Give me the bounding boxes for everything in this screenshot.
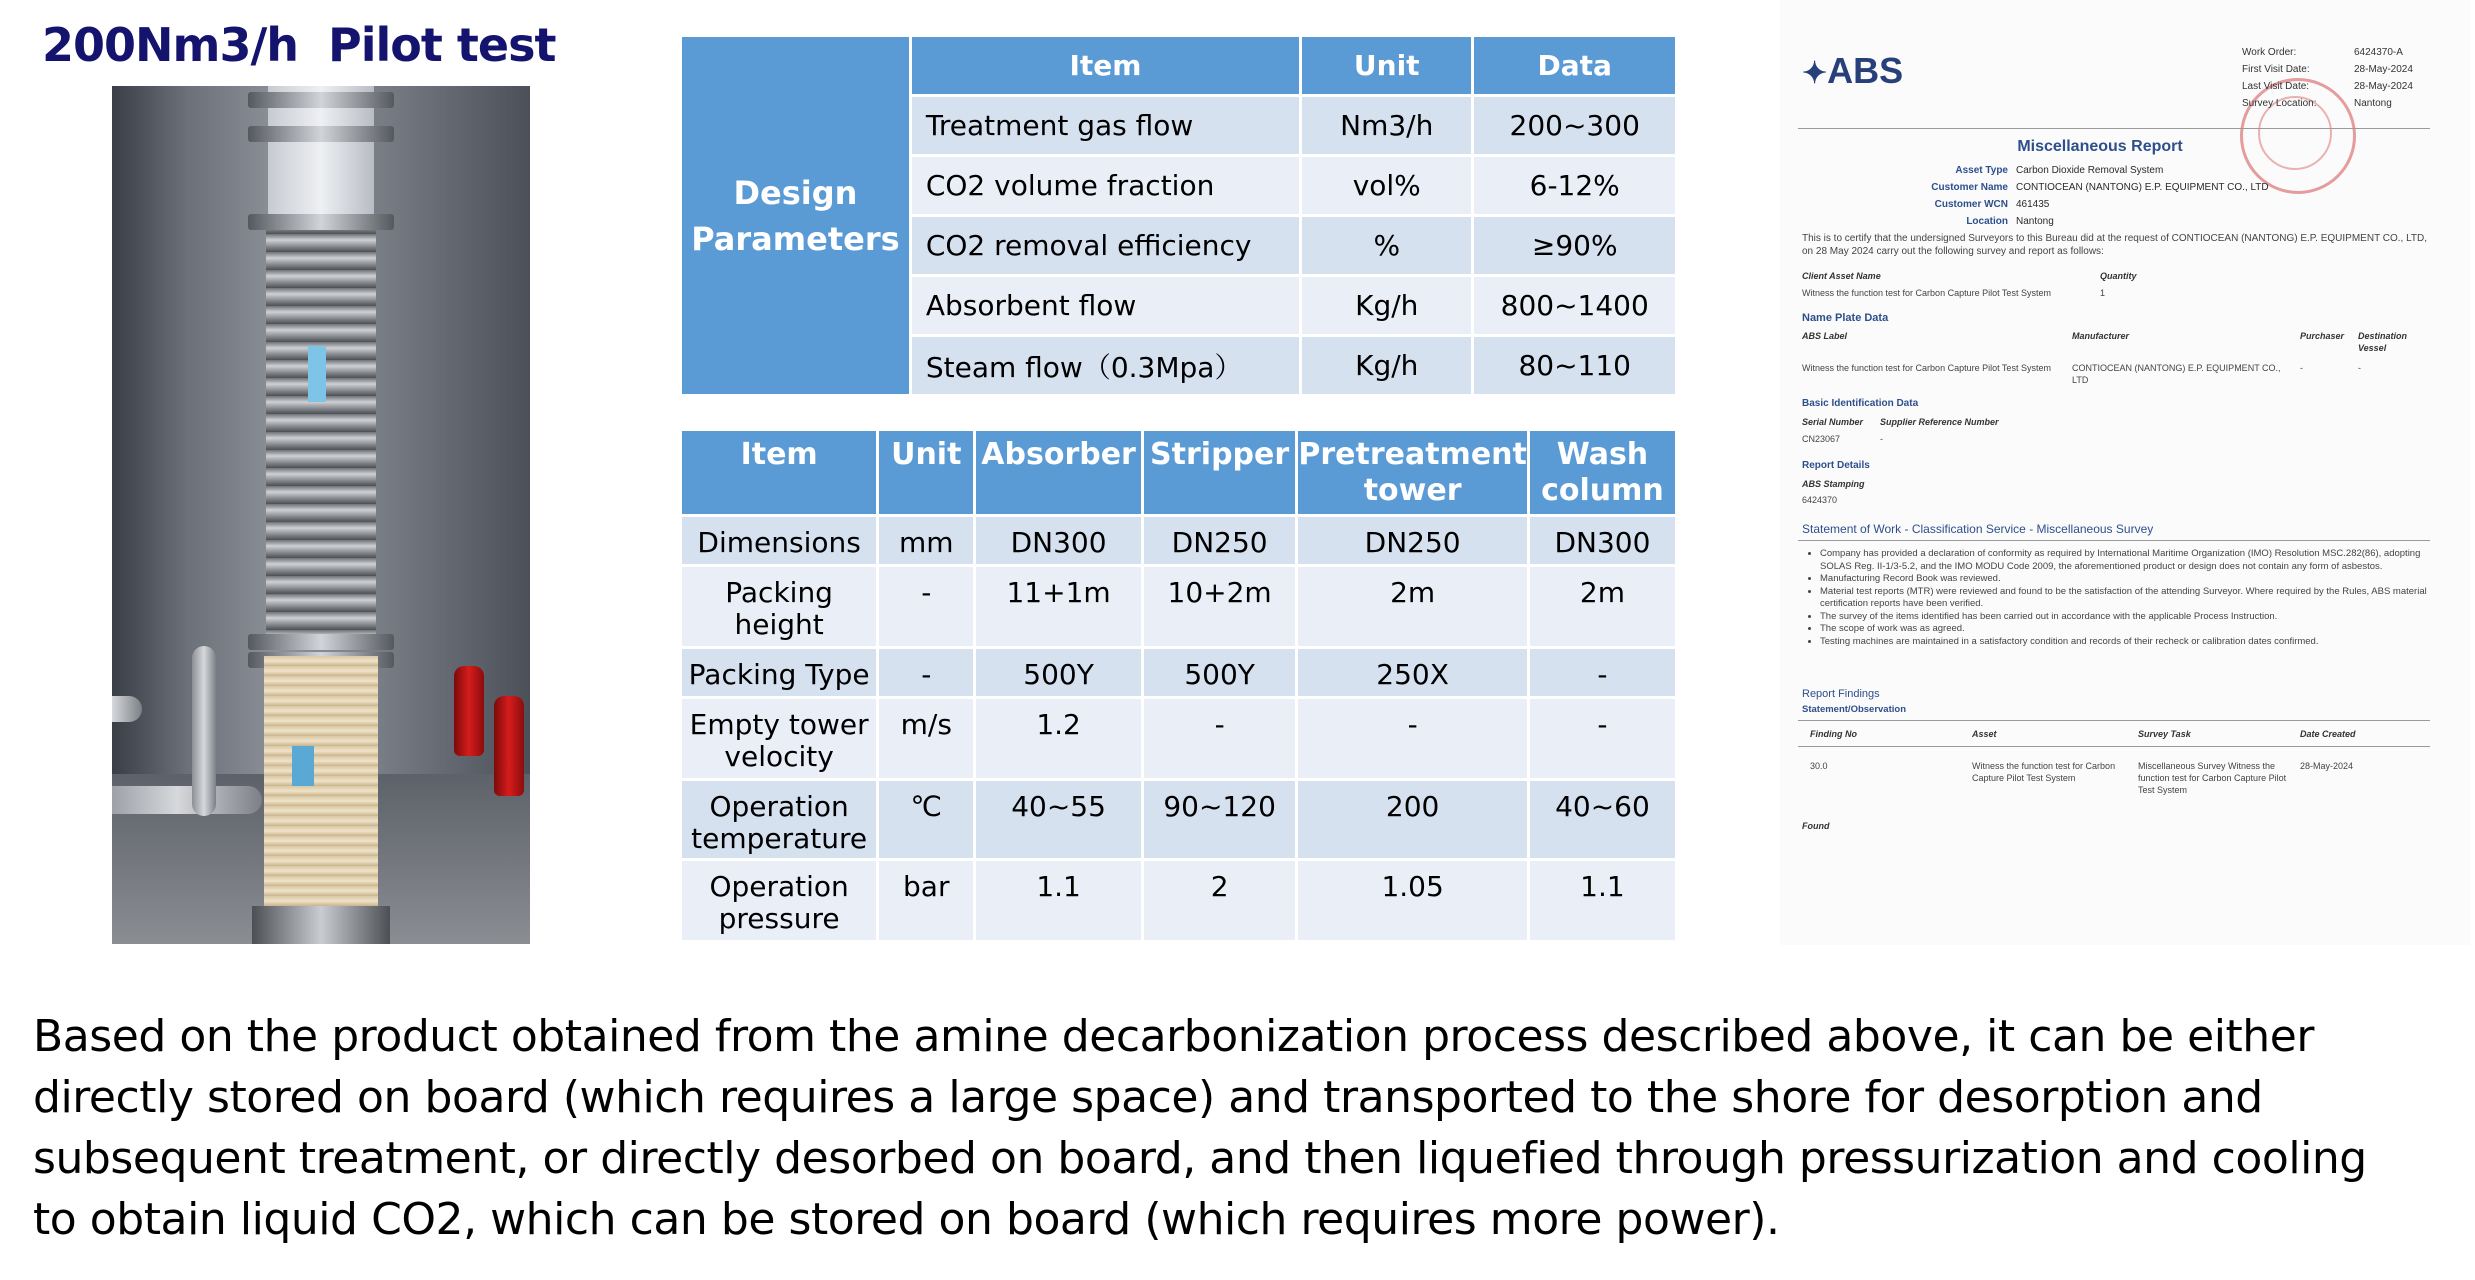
equipment-table <box>679 428 1678 943</box>
table-row: CO2 removal efficiency % ≥90% <box>681 216 1677 276</box>
header-unit: Unit <box>878 430 975 516</box>
design-parameters-label: Design Parameters <box>681 36 911 396</box>
table-row: Absorbent flow Kg/h 800~1400 <box>681 276 1677 336</box>
header-unit: Unit <box>1301 36 1473 96</box>
page-title: 200Nm3/h Pilot test <box>42 18 556 72</box>
certify-text: This is to certify that the undersigned Surveyors to this Bureau did at the request of CONTIOCEAN (NANTONG) E.P. EQUIPMENT CO., LTD, on 28 May 2024 carry out the following survey and report as follows: <box>1802 233 2428 257</box>
abs-report: ✦ABS Work Order: 6424370-A First Visit Date: 28-May-2024 Last Visit Date: 28-May-2024 Survey Location: Nantong Miscellaneous Report Asset Type Carbon Dioxide Removal System Customer Name CONTIOCEAN (NANTONG) E.P. EQUIPMENT CO., LTD Customer WCN 461435 Location Nantong This is to certify that the undersigned Surveyors to this Bureau did at the request of CONTIOCEAN (NANTONG) E.P. EQUIPMENT CO., LTD, on 28 May 2024 carry out the following survey and report as follows: Client Asset Name Quantity Witness the function test for Carbon Capture Pilot Test System 1 Name Plate Data ABS Label Manufacturer Purchaser Destination Vessel Witness the function test for Carbon Capture Pilot Test System CONTIOCEAN (NANTONG) E.P. EQUIPMENT CO., LTD - - Basic Identification Data Serial Number Supplier Reference Number CN23067 - Report Details ABS Stamping 6424370 Statement of Work - Classification Service - Miscellaneous Survey • Company has provided a declaration of conformity as required by International Maritime Organization (IMO) Resolution MSC.282(86), adopting SOLAS Reg. II-1/3-5.2, and the IMO MODU Code 2009, the aforementioned product or design does not contain any form of asbestos. • Manufacturing Record Book was reviewed. • Material test reports (MTR) were reviewed and found to be the satisfaction of the attending Surveyor. Where required by the Rules, ABS material certification reports have been verified. • The survey of the items identified has been carried out in accordance with the applicable Process Instruction. • The scope of work was as agreed. • Testing machines are maintained in a satisfactory condition and records of their recheck or calibration dates confirmed. Report Findings Statement/Observation Finding No Asset Survey Task Date Created 30.0 Witness the function test for Carbon Capture Pilot Test System Miscellaneous Survey Witness the function test for Carbon Capture Pilot Test System 28-May-2024 Found <box>1780 0 2470 945</box>
table-row: Packing height - 11+1m 10+2m 2m 2m <box>681 566 1677 648</box>
table-row: Steam flow（0.3Mpa） Kg/h 80~110 <box>681 336 1677 396</box>
table-row: Operation pressure bar 1.1 2 1.05 1.1 <box>681 860 1677 942</box>
table-row: Packing Type - 500Y 500Y 250X - <box>681 648 1677 698</box>
header-wash: Wash column <box>1528 430 1676 516</box>
table-row: Operation temperature ℃ 40~55 90~120 200 40~60 <box>681 780 1677 860</box>
header-item: Item <box>681 430 878 516</box>
header-absorber: Absorber <box>975 430 1143 516</box>
report-fields: Asset Type Carbon Dioxide Removal System Customer Name CONTIOCEAN (NANTONG) E.P. EQUIPMENT CO., LTD Customer WCN 461435 Location Nantong <box>1931 165 2269 227</box>
table-row: Dimensions mm DN300 DN250 DN250 DN300 <box>681 516 1677 566</box>
report-title: Miscellaneous Report <box>2017 138 2183 155</box>
sow-bullets: • Company has provided a declaration of conformity as required by International Maritime Organization (IMO) Resolution MSC.282(86), adopting SOLAS Reg. II-1/3-5.2, and the IMO MODU Code 2009, the aforementioned product or design does not contain any form of asbestos. • Manufacturing Record Book was reviewed. • Material test reports (MTR) were reviewed and found to be the satisfaction of the attending Surveyor. Where required by the Rules, ABS material certification reports have been verified. • The survey of the items identified has been carried out in accordance with the applicable Process Instruction. • The scope of work was as agreed. • Testing machines are maintained in a satisfactory condition and records of their recheck or calibration dates confirmed. <box>1802 548 2440 648</box>
report-meta: Work Order: 6424370-A First Visit Date: 28-May-2024 Last Visit Date: 28-May-2024 Survey Location: Nantong <box>2242 47 2413 109</box>
table-row: Empty tower velocity m/s 1.2 - - - <box>681 698 1677 780</box>
header-stripper: Stripper <box>1142 430 1296 516</box>
abs-logo: ✦ABS <box>1802 50 1904 91</box>
body-text: Based on the product obtained from the amine decarbonization process described above, it can be either directly stored on board (which requires a large space) and transported to the shore for desorption and subsequent treatment, or directly desorbed on board, and then liquefied through pressurization and cooling to obtain liquid CO2, which can be stored on board (which requires more power). <box>33 1011 2367 1245</box>
pilot-column-photo <box>112 86 530 944</box>
header-data: Data <box>1473 36 1677 96</box>
eagle-icon: ✦ <box>1802 57 1828 90</box>
fine-print <box>1802 838 2412 918</box>
header-pretreatment: Pretreatment tower <box>1297 430 1529 516</box>
table-row: CO2 volume fraction vol% 6-12% <box>681 156 1677 216</box>
design-parameters-table <box>679 34 1678 397</box>
table-row: Treatment gas flow Nm3/h 200~300 <box>681 96 1677 156</box>
header-item: Item <box>910 36 1300 96</box>
